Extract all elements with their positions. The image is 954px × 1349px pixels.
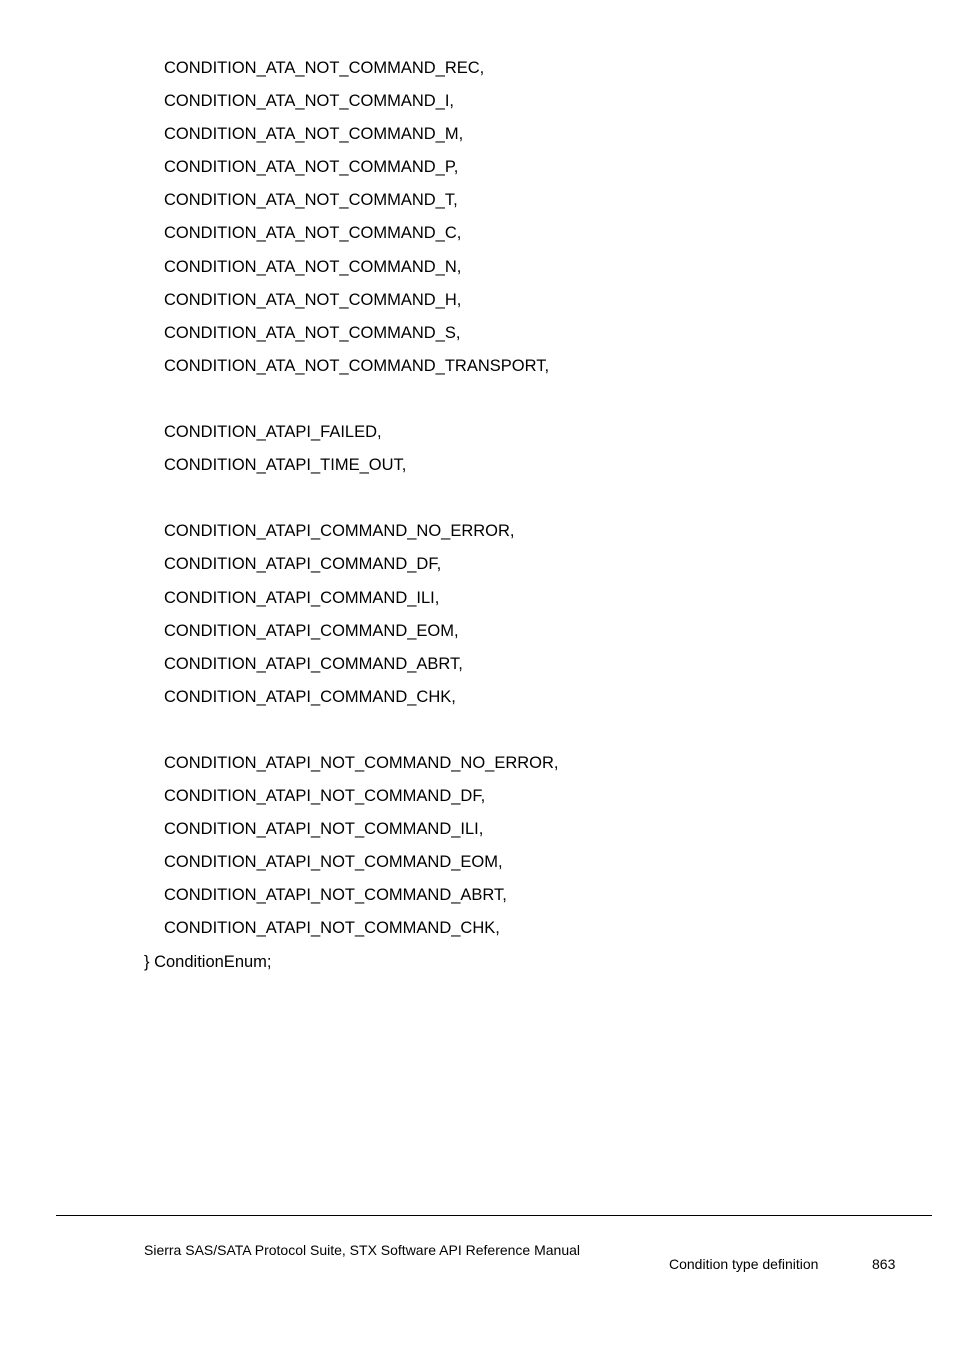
footer-manual-title: Sierra SAS/SATA Protocol Suite, STX Software API Reference Manual	[144, 1242, 581, 1258]
code-listing	[0, 52, 954, 979]
code-line: CONDITION_ATAPI_FAILED,	[164, 423, 382, 442]
code-line: CONDITION_ATAPI_NOT_COMMAND_NO_ERROR,	[164, 753, 559, 772]
code-line: CONDITION_ATA_NOT_COMMAND_H,	[164, 290, 462, 309]
code-line: CONDITION_ATAPI_TIME_OUT,	[164, 456, 407, 475]
code-line: CONDITION_ATAPI_COMMAND_DF,	[164, 555, 442, 574]
footer-page-number: 863	[872, 1256, 896, 1272]
code-line: CONDITION_ATAPI_COMMAND_ABRT,	[164, 654, 463, 673]
code-line: CONDITION_ATA_NOT_COMMAND_S,	[164, 323, 461, 342]
code-line: CONDITION_ATA_NOT_COMMAND_REC,	[164, 59, 485, 77]
code-line: CONDITION_ATAPI_NOT_COMMAND_ABRT,	[164, 886, 507, 905]
enum-closing-line: } ConditionEnum;	[144, 952, 272, 971]
code-line: CONDITION_ATAPI_COMMAND_ILI,	[164, 588, 440, 607]
code-line: CONDITION_ATA_NOT_COMMAND_P,	[164, 158, 459, 177]
footer-divider	[56, 1215, 932, 1216]
footer-section-name: Condition type definition	[669, 1256, 819, 1272]
code-line: CONDITION_ATAPI_NOT_COMMAND_EOM,	[164, 853, 503, 872]
code-line: CONDITION_ATA_NOT_COMMAND_T,	[164, 191, 458, 210]
code-line: CONDITION_ATA_NOT_COMMAND_I,	[164, 92, 454, 111]
code-line: CONDITION_ATA_NOT_COMMAND_N,	[164, 257, 462, 276]
code-line: CONDITION_ATAPI_COMMAND_EOM,	[164, 621, 459, 640]
code-line: CONDITION_ATAPI_NOT_COMMAND_CHK,	[164, 919, 500, 938]
code-line: CONDITION_ATAPI_COMMAND_CHK,	[164, 687, 456, 706]
code-line: CONDITION_ATA_NOT_COMMAND_M,	[164, 125, 464, 144]
code-line: CONDITION_ATAPI_NOT_COMMAND_ILI,	[164, 820, 484, 839]
code-line: CONDITION_ATA_NOT_COMMAND_TRANSPORT,	[164, 356, 550, 375]
blank-line	[0, 383, 954, 416]
blank-line	[0, 482, 954, 515]
code-line: CONDITION_ATA_NOT_COMMAND_C,	[164, 224, 462, 243]
blank-line	[0, 714, 954, 747]
code-line: CONDITION_ATAPI_COMMAND_NO_ERROR,	[164, 522, 515, 541]
code-line: CONDITION_ATAPI_NOT_COMMAND_DF,	[164, 787, 486, 806]
